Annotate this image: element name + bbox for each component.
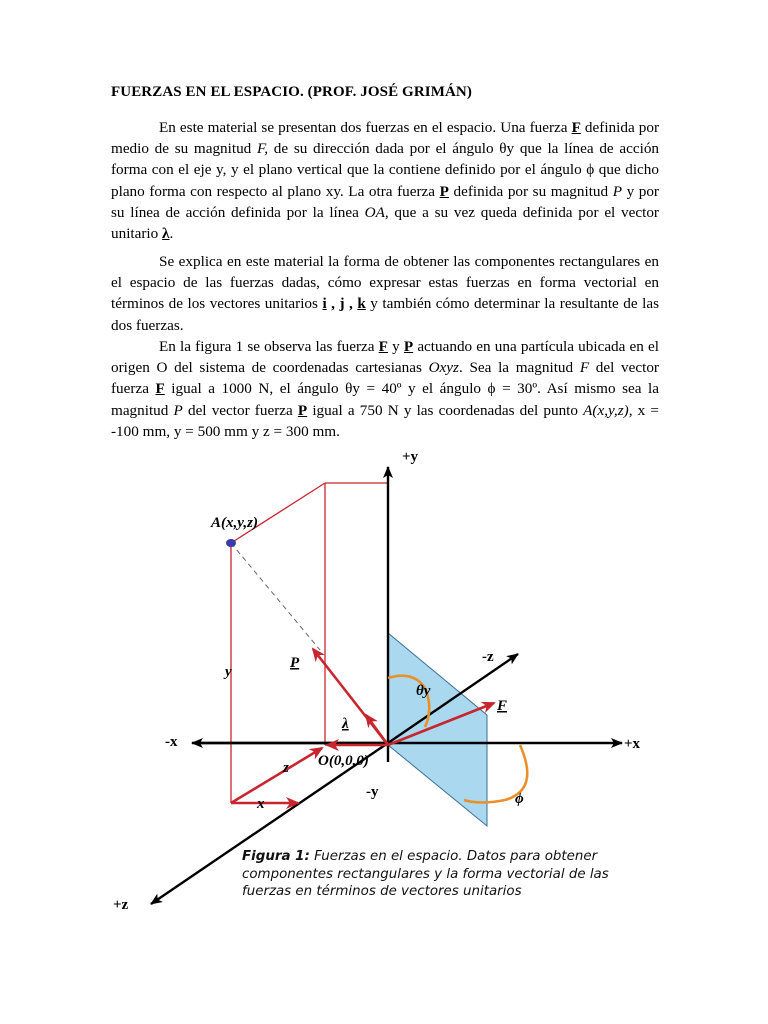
p3-text-2: y [387, 338, 404, 355]
label-plus-y: +y [402, 449, 419, 465]
p3-vector-P: P [403, 338, 414, 355]
coordinate-axes [151, 467, 622, 904]
p3-text-8: igual a 750 N y las coordenadas del punto [307, 401, 584, 419]
p1-text-2: definida por medio de su magnitud [111, 119, 659, 158]
p3-text-4: . Sea la magnitud [458, 359, 580, 377]
page-title: FUERZAS EN EL ESPACIO. (PROF. JOSÉ GRIMÁN) [111, 84, 472, 100]
p3-text-1: En la figura 1 se observa las fuerza [159, 338, 379, 355]
p1-magnitude-F: F, [256, 140, 269, 158]
p3-text-3: actuando en una partícula ubicada en el origen O del sistema de coordenadas cartesianas [111, 338, 660, 377]
p3-magnitude-P: P [173, 401, 183, 419]
p3-vector-P-2: P [297, 401, 308, 419]
p3-vector-F-2: F [155, 380, 165, 398]
p1-text-4: definida por su magnitud [448, 182, 613, 200]
dashed-line-OA [231, 543, 320, 650]
p2-comma-1: , [326, 295, 340, 313]
label-point-A: A(x,y,z) [211, 515, 258, 531]
p2-unit-j: j [339, 295, 345, 313]
label-minus-x: -x [165, 734, 178, 750]
p2-text-2: y también cómo determinar la resultante de las dos fuerzas. [111, 295, 659, 334]
label-F: F [497, 698, 508, 714]
p1-text-1: En este material se presentan dos fuerzas en el espacio. Una fuerza [159, 119, 572, 136]
label-plus-x: +x [624, 736, 641, 752]
label-P: P [290, 655, 300, 671]
point-A-dot [226, 539, 236, 547]
caption-text: Fuerzas en el espacio. Datos para obtener componentes rectangulares y la forma vectorial de las fuerzas en términos de vectores unitarios [242, 849, 609, 899]
label-origin: O(0,0,0) [318, 753, 369, 769]
p1-text-3: de su dirección dada por el ángulo θy que la línea de acción forma con el eje y, y el plano vertical que la contiene definido por el ángulo ϕ que dicho plano forma con respecto al plano xy. La otra fuerza [111, 140, 660, 200]
p2-text-1: Se explica en este material la forma de obtener las componentes rectangulares en el espacio de las fuerzas dadas, cómo expresar estas fuerzas en forma vectorial en términos de los vectores unitarios [111, 253, 659, 313]
caption-label: Figura 1: [242, 849, 310, 864]
p1-lambda: λ [162, 225, 170, 243]
label-x-length: x [257, 796, 265, 812]
p1-text-7: . [169, 225, 174, 243]
p2-unit-i: i [322, 295, 327, 313]
label-lambda: λ [342, 716, 349, 732]
p3-oxyz: Oxyz [428, 359, 459, 377]
p3-text-6: igual a 1000 N, el ángulo θy = 40º y el ángulo ϕ = 30º. Así mismo sea la magnitud [111, 380, 660, 419]
p3-text-7: del vector fuerza [182, 401, 298, 419]
p1-text-5: y por su línea de acción definida por la línea [111, 182, 659, 221]
p1-vector-P: P [439, 182, 449, 200]
p3-text-9: x = -100 mm, y = 500 mm y z = 300 mm. [111, 401, 659, 440]
p3-magnitude-F: F [579, 359, 590, 377]
label-phi: ϕ [515, 791, 524, 807]
p1-line-OA: OA, [364, 203, 389, 221]
p3-text-5: del vector fuerza [111, 359, 659, 398]
label-y-length: y [225, 664, 232, 680]
label-theta-y: θy [416, 683, 431, 699]
label-minus-y: -y [366, 784, 379, 800]
p1-magnitude-P: P [612, 182, 622, 200]
p3-vector-F: F [378, 338, 388, 355]
p2-unit-k: k [357, 295, 366, 313]
label-z-length: z [283, 760, 289, 776]
lambda-arrow [366, 715, 388, 745]
p2-comma-2: , [344, 295, 358, 313]
p1-text-6: que a su vez queda definida por el vector unitario [111, 203, 659, 243]
vertical-plane [388, 633, 487, 826]
p1-vector-F: F [571, 119, 581, 136]
figure-caption [242, 848, 662, 901]
label-minus-z: -z [482, 649, 494, 665]
p3-point-A: A(x,y,z), [583, 401, 633, 419]
label-plus-z: +z [113, 897, 129, 913]
